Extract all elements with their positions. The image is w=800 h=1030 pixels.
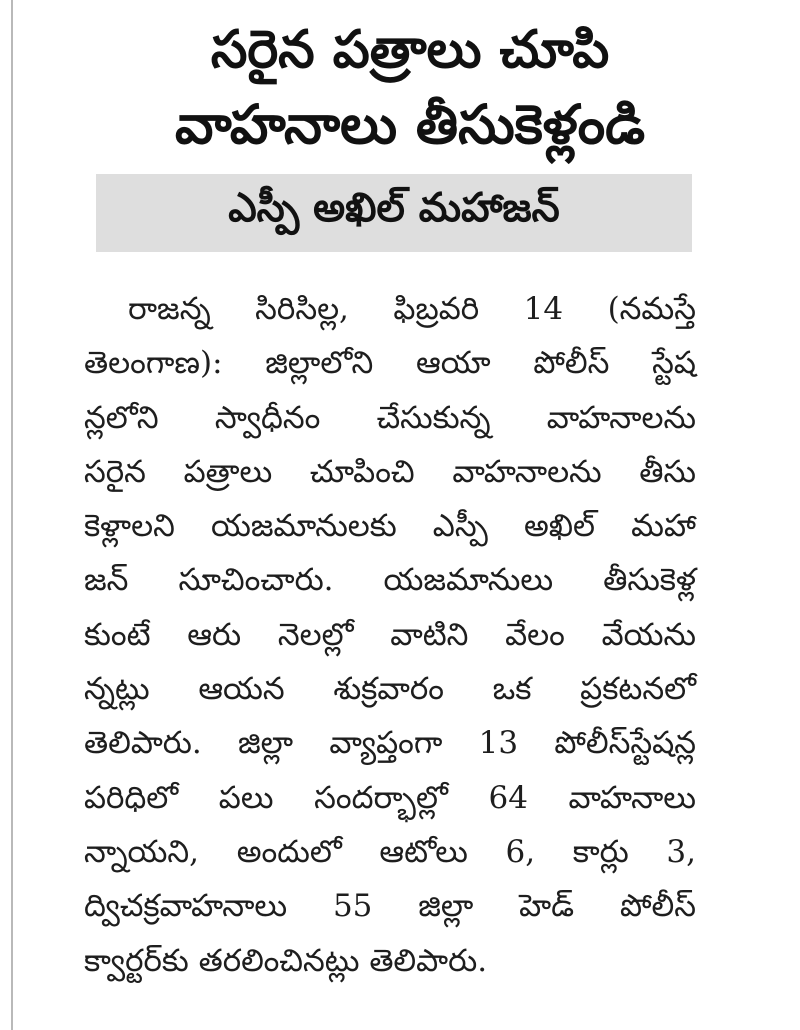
- article-body: [84, 282, 696, 988]
- headline-line-2: వాహనాలు తీసుకెళ్లండి: [174, 93, 646, 156]
- body-line: న్నట్లు ఆయన శుక్రవారం ఒక ప్రకటనలో: [84, 671, 696, 708]
- column-divider: [11, 0, 13, 1030]
- body-line: కుంటే ఆరు నెలల్లో వాటిని వేలం వేయను: [84, 616, 696, 653]
- subheadline-box: [96, 174, 692, 252]
- body-line: పరిధిలో పలు సందర్భాల్లో 64 వాహనాలు: [84, 779, 696, 816]
- body-line: కెళ్లాలని యజమానులకు ఎస్పీ అఖిల్ మహా: [84, 508, 696, 545]
- subheadline: ఎస్పీ అఖిల్ మహాజన్: [228, 185, 560, 231]
- body-line: తెలంగాణ): జిల్లాలోని ఆయా పోలీస్ స్టేష: [84, 345, 696, 382]
- body-line: న్నాయని, అందులో ఆటోలు 6, కార్లు 3,: [84, 833, 696, 870]
- body-line: సరైన పత్రాలు చూపించి వాహనాలను తీసు: [84, 453, 696, 490]
- body-line: క్వార్టర్‌కు తరలించినట్లు తెలిపారు.: [84, 942, 488, 979]
- body-line: రాజన్న సిరిసిల్ల, ఫిబ్రవరి 14 (నమస్తే: [128, 291, 696, 327]
- headline-line-1: సరైన పత్రాలు చూపి: [210, 20, 610, 80]
- body-line: న్లలోని స్వాధీనం చేసుకున్న వాహనాలను: [84, 399, 696, 436]
- body-line: ద్విచక్రవాహనాలు 55 జిల్లా హెడ్ పోలీస్: [84, 888, 696, 925]
- body-line: జన్ సూచించారు. యజమానులు తీసుకెళ్ల: [84, 562, 696, 599]
- body-line: తెలిపారు. జిల్లా వ్యాప్తంగా 13 పోలీస్‌స్టేషన్ల: [84, 725, 696, 762]
